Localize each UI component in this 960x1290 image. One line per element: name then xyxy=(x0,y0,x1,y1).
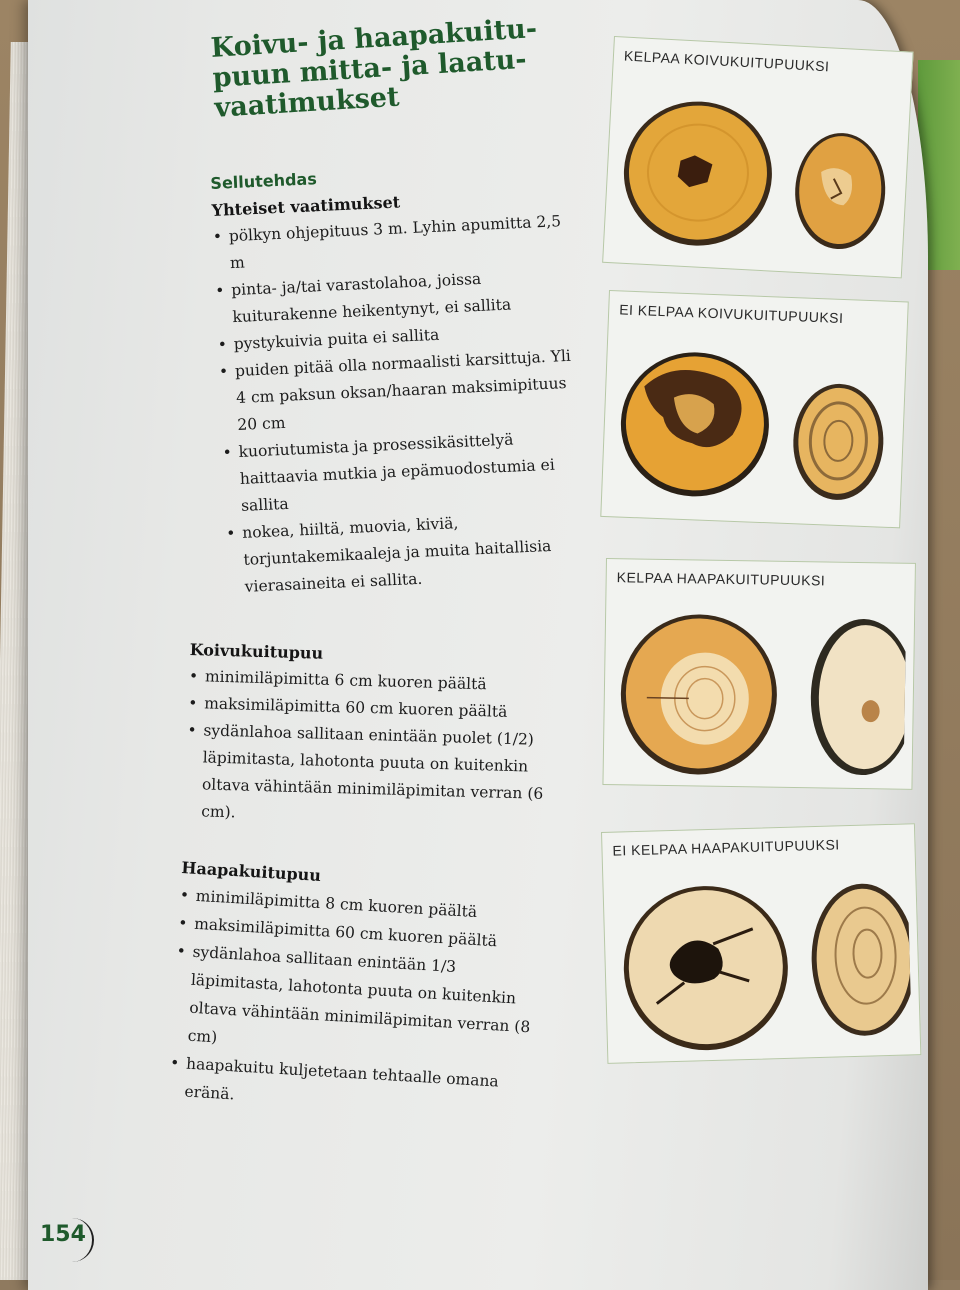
panel-caption: EI KELPAA KOIVUKUITUPUUKSI xyxy=(618,301,844,327)
aspen-requirements xyxy=(168,858,550,1126)
birch-ok-log-photo xyxy=(611,71,904,272)
list-item: • minimiläpimitta 8 cm kuoren päältä xyxy=(179,881,548,930)
list-item: • nokea, hiiltä, muovia, kiviä, torjuntakemikaaleja ja muita haitallisia vierasaineita ei sallita. xyxy=(226,505,584,602)
panel-caption: KELPAA HAAPAKUITUPUUKSI xyxy=(616,569,826,589)
list-item: • haapakuitu kuljetetaan tehtaalle omana eränä. xyxy=(168,1049,539,1126)
photo-panel-birch-ok xyxy=(602,36,913,278)
common-requirements xyxy=(210,158,584,602)
list-item: • pinta- ja/tai varastolahoa, joissa kuiturakenne heikentynyt, ei sallita xyxy=(215,262,572,332)
birch-heading: Koivukuitupuu xyxy=(189,640,324,663)
panel-caption: KELPAA KOIVUKUITUPUUKSI xyxy=(623,47,830,75)
page-number-text: 154 xyxy=(40,1222,86,1247)
list-item: • puiden pitää olla normaalisti karsittuja. Yli 4 cm paksun oksan/haaran maksimipituus 20 cm xyxy=(218,343,576,440)
page-number-arc xyxy=(40,1218,94,1262)
page-title: Koivu- ja haapakuitu-puun mitta- ja laatu-vaatimukset xyxy=(209,13,538,124)
photo-panel-birch-reject xyxy=(600,290,908,528)
aspen-list xyxy=(168,881,548,1126)
page-number xyxy=(40,1222,100,1266)
aspen-ok-log-photo xyxy=(612,593,907,784)
photo-panel-aspen-ok xyxy=(602,558,916,790)
list-item: • maksimiläpimitta 60 cm kuoren päältä xyxy=(188,690,561,727)
list-item: • kuoriutumista ja prosessikäsittelyä haittaavia mutkia ja epämuodostumia ei sallita xyxy=(222,424,580,521)
list-item: • pystykuivia puita ei sallita xyxy=(217,316,573,359)
list-item: • maksimiläpimitta 60 cm kuoren päältä xyxy=(177,909,546,958)
common-list xyxy=(212,208,584,602)
birch-requirements xyxy=(185,640,562,835)
list-item: • minimiläpimitta 6 cm kuoren päältä xyxy=(189,663,562,700)
list-item: • sydänlahoa sallitaan enintään puolet (1/2) läpimitasta, lahotonta puuta on kuitenkin oltava vähintään minimiläpimitan verran (6 cm). xyxy=(185,717,560,835)
birch-list xyxy=(185,663,561,835)
panel-caption: EI KELPAA HAAPAKUITUPUUKSI xyxy=(612,836,840,859)
aspen-heading: Haapakuitupuu xyxy=(180,858,322,886)
photo-panel-aspen-reject xyxy=(601,823,921,1064)
common-heading: Yhteiset vaatimukset xyxy=(211,192,401,220)
list-item: • pölkyn ohjepituus 3 m. Lyhin apumitta 2,5 m xyxy=(212,208,569,278)
section-heading: Sellutehdas xyxy=(210,169,318,193)
list-item: • sydänlahoa sallitaan enintään 1/3 läpimitasta, lahotonta puuta on kuitenkin oltava vähintään minimiläpimitan verran (8 cm) xyxy=(171,937,545,1070)
aspen-reject-log-photo xyxy=(611,858,912,1056)
birch-reject-log-photo xyxy=(610,325,901,522)
